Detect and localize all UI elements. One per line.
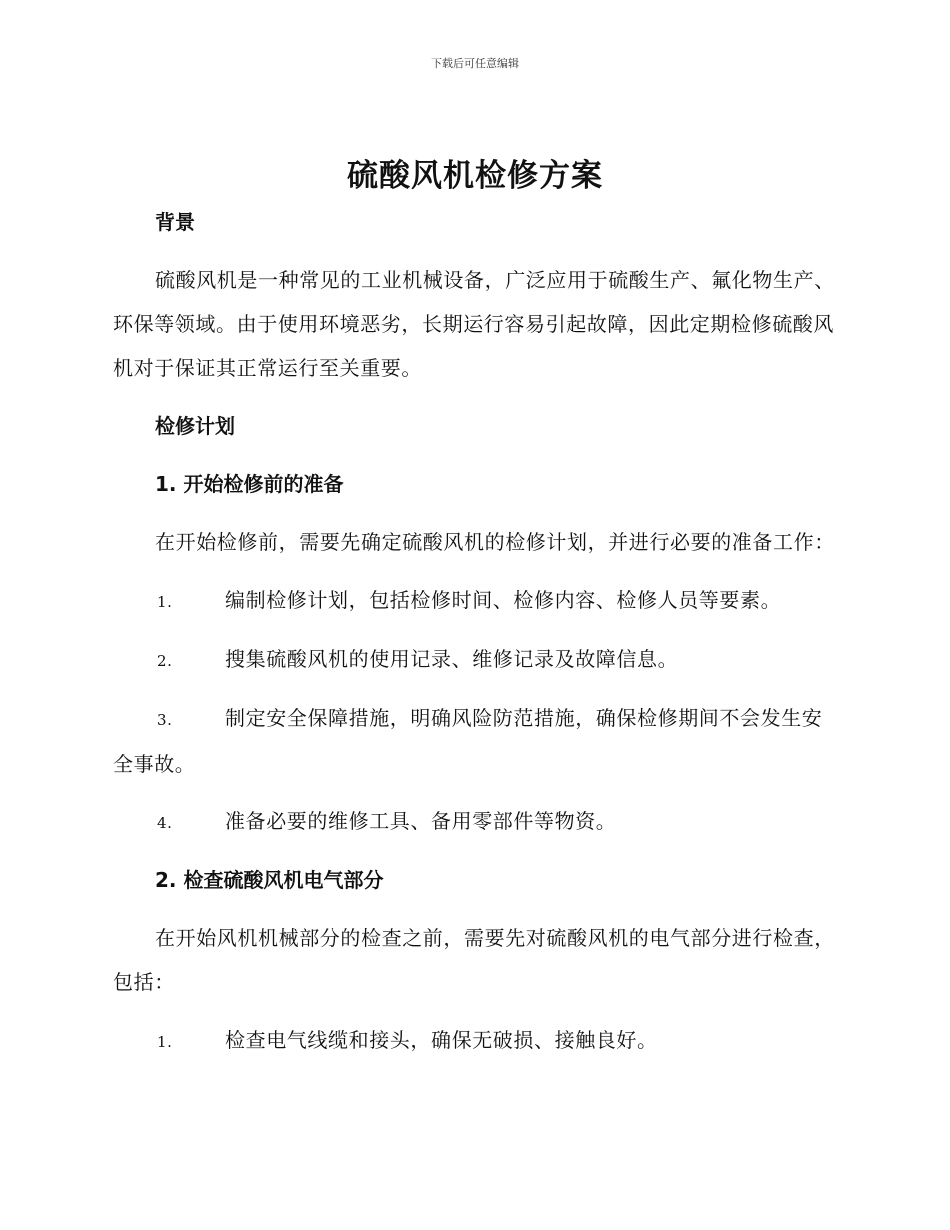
list-item-text: 制定安全保障措施，明确风险防范措施，确保检修期间不会发生安全事故。 xyxy=(113,706,823,776)
list-item-text: 搜集硫酸风机的使用记录、维修记录及故障信息。 xyxy=(225,647,679,671)
background-heading: 背景 xyxy=(155,210,195,234)
list-item-text: 编制检修计划，包括检修时间、检修内容、检修人员等要素。 xyxy=(225,588,782,612)
list-item-number: 4. xyxy=(157,814,173,832)
document-title: 硫酸风机检修方案 xyxy=(347,158,603,194)
section1-heading: 1. 开始检修前的准备 xyxy=(155,472,344,496)
background-paragraph: 硫酸风机是一种常见的工业机械设备，广泛应用于硫酸生产、氟化物生产、环保等领域。由于使用环境恶劣，长期运行容易引起故障，因此定期检修硫酸风机对于保证其正常运行至关重要。 xyxy=(113,268,835,380)
section2-intro: 在开始风机机械部分的检查之前，需要先对硫酸风机的电气部分进行检查，包括： xyxy=(113,926,835,994)
list-item xyxy=(113,696,835,786)
list-item-number: 3. xyxy=(157,711,173,729)
list-item xyxy=(113,637,835,683)
list-item-number: 2. xyxy=(157,652,173,670)
list-item-text: 检查电气线缆和接头，确保无破损、接触良好。 xyxy=(225,1028,658,1052)
section1-intro: 在开始检修前，需要先确定硫酸风机的检修计划，并进行必要的准备工作： xyxy=(155,530,835,554)
list-item-text: 准备必要的维修工具、备用零部件等物资。 xyxy=(225,809,617,833)
list-item xyxy=(113,799,835,845)
list-item-number: 1. xyxy=(157,593,173,611)
list-item xyxy=(113,578,835,624)
list-item-number: 1. xyxy=(157,1033,173,1051)
section2-heading: 2. 检查硫酸风机电气部分 xyxy=(155,868,384,892)
plan-heading: 检修计划 xyxy=(155,414,235,438)
document-body xyxy=(113,200,835,1064)
header-note: 下载后可任意编辑 xyxy=(431,57,519,70)
list-item xyxy=(113,1018,835,1064)
